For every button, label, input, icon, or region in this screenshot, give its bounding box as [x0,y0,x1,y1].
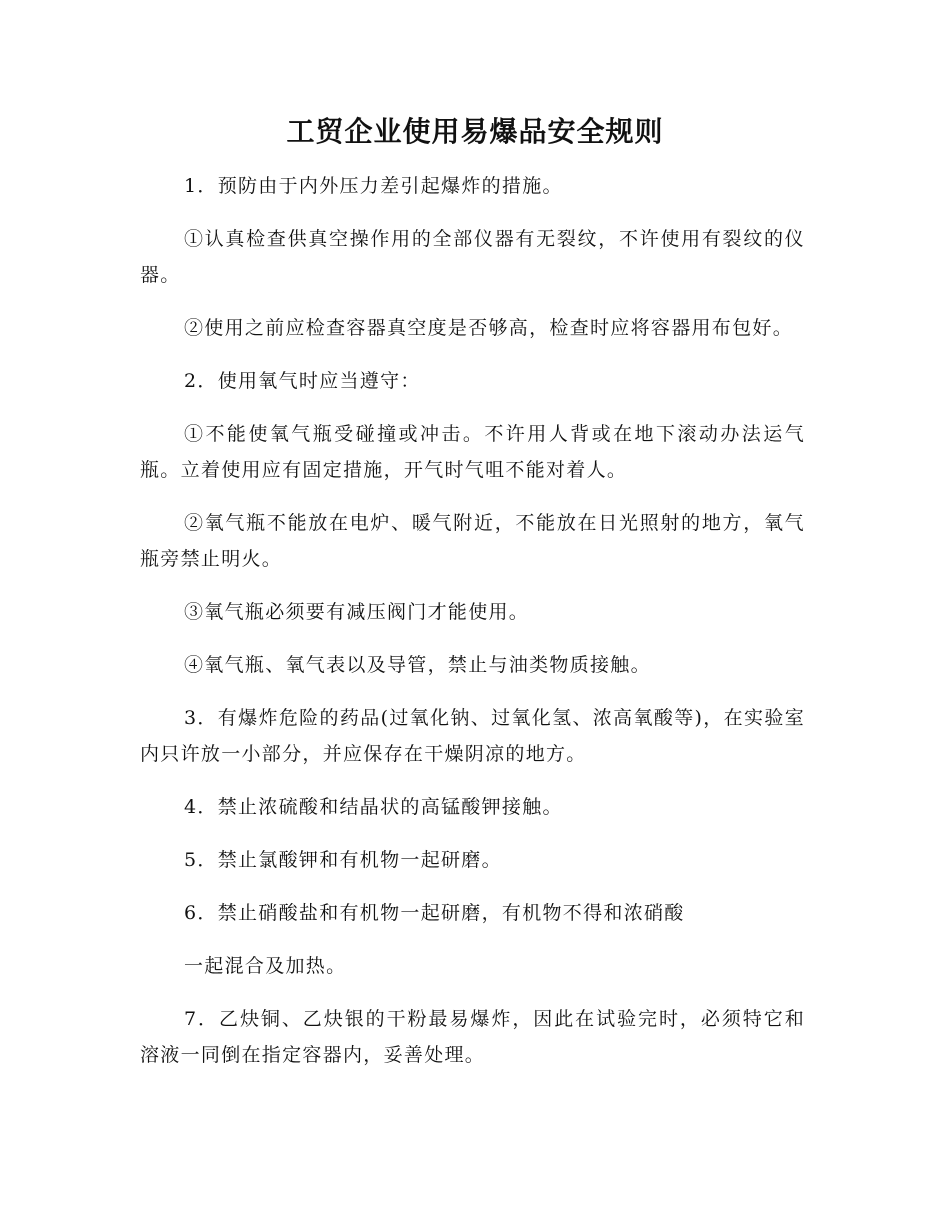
paragraph-2-item-4: ④氧气瓶、氧气表以及导管，禁止与油类物质接触。 [184,654,651,676]
paragraph-2-item-1: ①不能使氧气瓶受碰撞或冲击。不许用人背或在地下滚动办法运气瓶。立着使用应有固定措施，开气时气咀不能对着人。 [140,423,805,481]
paragraph-2-item-3: ③氧气瓶必须要有减压阀门才能使用。 [184,601,530,623]
paragraph-1-item-1: ①认真检查供真空操作用的全部仪器有无裂纹，不许使用有裂纹的仪器。 [140,228,805,286]
paragraph-5: 5．禁止氯酸钾和有机物一起研磨。 [184,849,502,871]
paragraph-2-item-2: ②氧气瓶不能放在电炉、暖气附近，不能放在日光照射的地方，氧气瓶旁禁止明火。 [140,512,805,570]
paragraph-6-continued: 一起混合及加热。 [184,955,347,977]
paragraph-6: 6．禁止硝酸盐和有机物一起研磨，有机物不得和浓硝酸 [184,902,685,924]
paragraph-4: 4．禁止浓硫酸和结晶状的高锰酸钾接触。 [184,796,563,818]
document-body [140,168,805,1090]
paragraph-3: 3．有爆炸危险的药品(过氧化钠、过氧化氢、浓高氧酸等)，在实验室内只许放一小部分，并应保存在干燥阴凉的地方。 [140,707,805,765]
paragraph-1-item-2: ②使用之前应检查容器真空度是否够高，检查时应将容器用布包好。 [184,317,794,339]
paragraph-2: 2．使用氧气时应当遵守： [184,370,421,392]
document-title: 工贸企业使用易爆品安全规则 [286,115,664,148]
paragraph-7: 7．乙炔铜、乙炔银的干粉最易爆炸，因此在试验完时，必须特它和溶液一同倒在指定容器内，妥善处理。 [140,1008,805,1066]
paragraph-1: 1．预防由于内外压力差引起爆炸的措施。 [184,175,563,197]
